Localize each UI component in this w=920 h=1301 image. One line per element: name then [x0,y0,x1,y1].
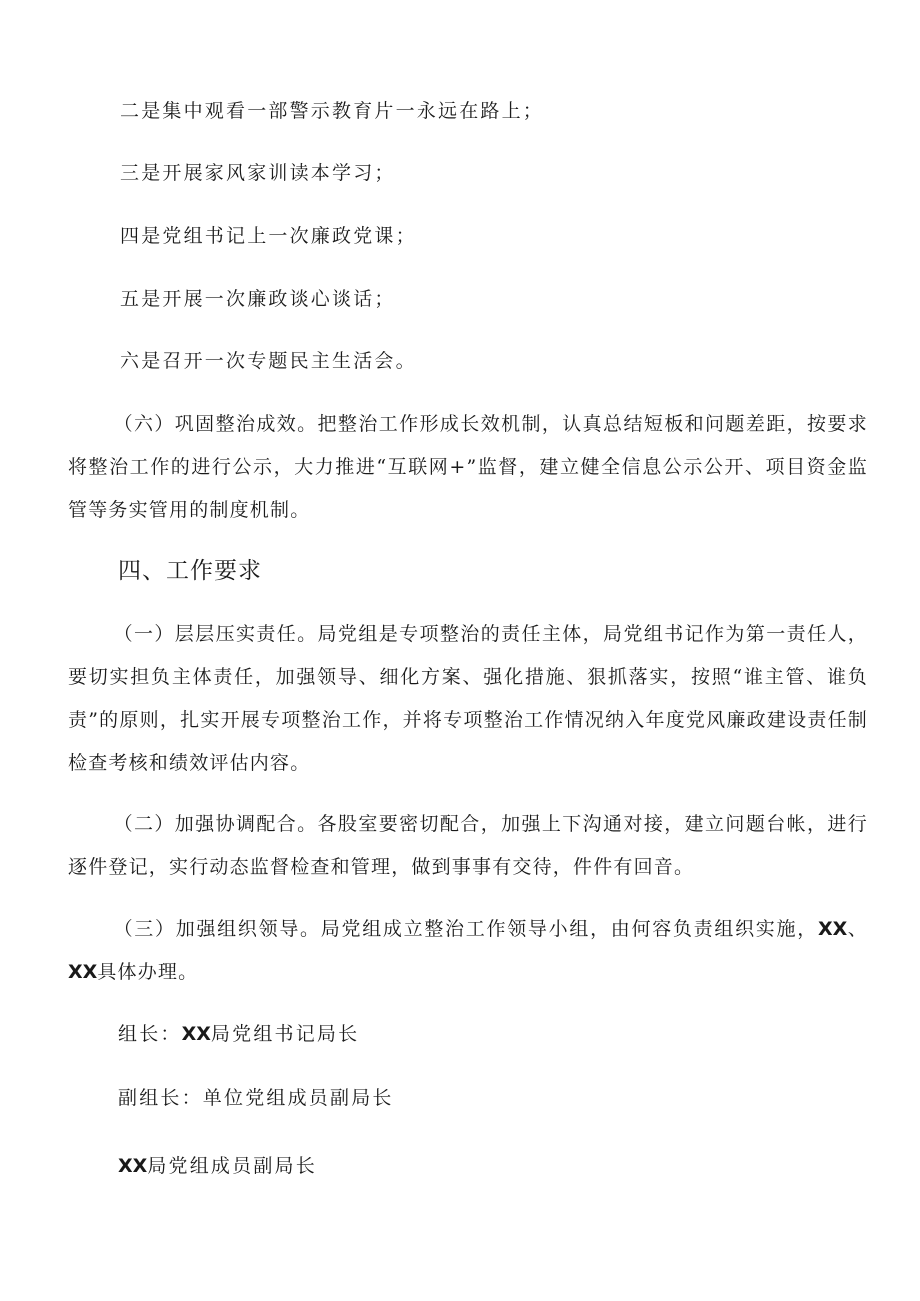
leader-label: 组长： [118,1023,182,1045]
placeholder-xx: XX [181,1023,211,1045]
paragraph-responsibility: （一）层层压实责任。局党组是专项整治的责任主体，局党组书记作为第一责任人，要切实担负主体责任，加强领导、细化方案、强化措施、狠抓落实，按照“谁主管、谁负责”的原则，扎实开展专项整治工作，并将专项整治工作情况纳入年度党风廉政建设责任制检查考核和绩效评估内容。 [68,623,868,774]
list-item: 二是集中观看一部警示教育片一永远在路上； [120,100,545,122]
leader-title: 局党组书记局长 [210,1023,360,1045]
list-item: 四是党组书记上一次廉政党课； [120,225,417,247]
member-line [118,1153,317,1179]
placeholder-xx: XX [118,1155,148,1177]
list-item: 五是开展一次廉政谈心谈话； [120,288,396,310]
placeholder-xx: XX [817,918,848,940]
separator: 、 [847,918,868,940]
paragraph-coordination: （二）加强协调配合。各股室要密切配合，加强上下沟通对接，建立问题台帐，进行逐件登记，实行动态监督检查和管理，做到事事有交待，件件有回音。 [68,813,868,878]
list-item: 三是开展家风家训读本学习； [120,162,396,184]
paragraph-leadership [68,908,868,994]
section-heading: 四、工作要求 [118,558,262,584]
leader-line [118,1021,359,1047]
paragraph-consolidate-results: （六）巩固整治成效。把整治工作形成长效机制，认真总结短板和问题差距，按要求将整治工作的进行公示，大力推进“互联网+”监督，建立健全信息公示公开、项目资金监管等务实管用的制度机制。 [68,413,868,521]
leadership-text: （三）加强组织领导。局党组成立整治工作领导小组，由何容负责组织实施， [113,918,818,940]
placeholder-xx: XX [68,961,98,983]
deputy-leader-line: 副组长：单位党组成员副局长 [118,1087,394,1109]
member-title: 局党组成员副局长 [147,1155,317,1177]
list-item: 六是召开一次专题民主生活会。 [120,350,417,372]
leadership-text-end: 具体办理。 [97,961,199,983]
